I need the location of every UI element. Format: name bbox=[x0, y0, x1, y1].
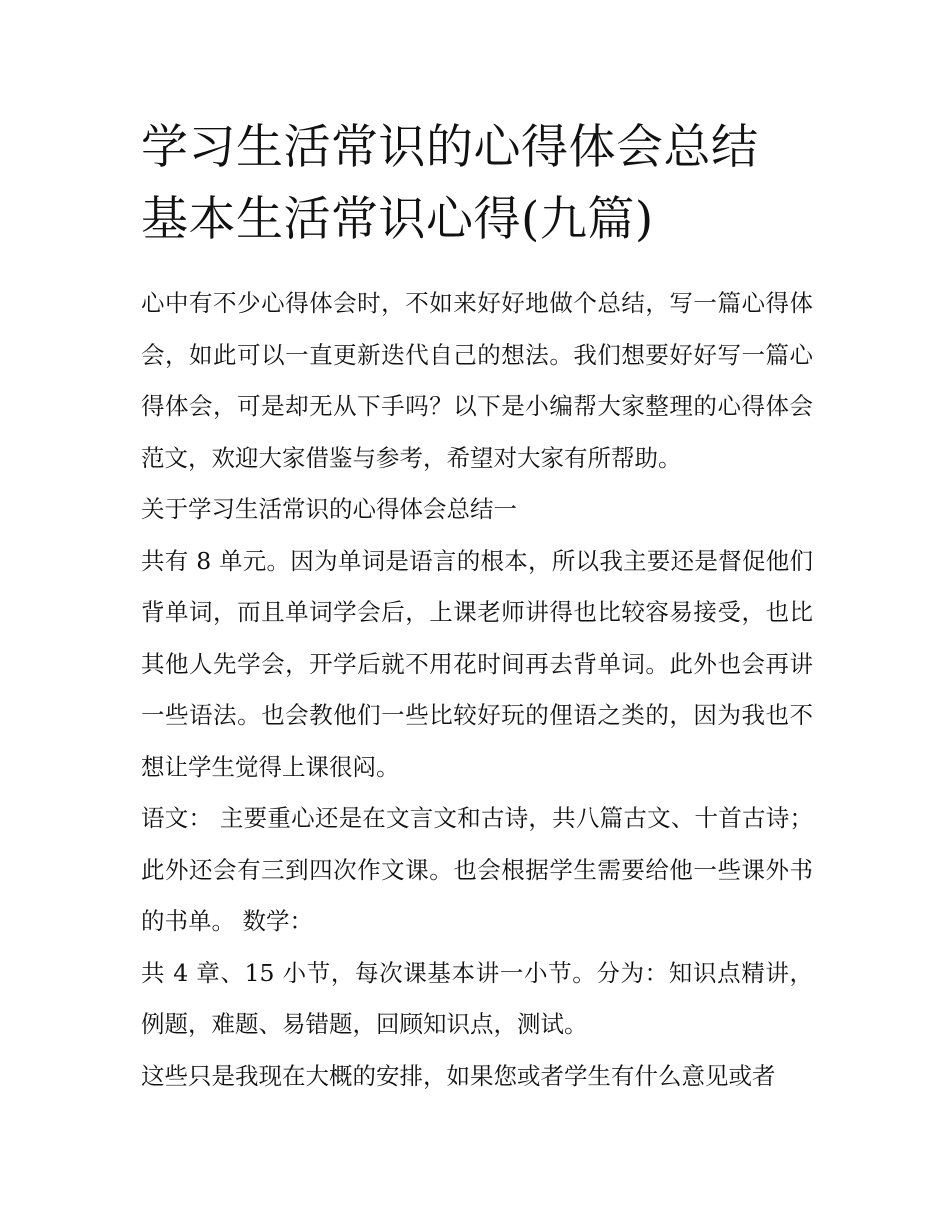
closing-paragraph: 这些只是我现在大概的安排，如果您或者学生有什么意见或者 bbox=[141, 1061, 776, 1090]
document-title bbox=[141, 112, 813, 256]
title-line-2: 基本生活常识心得(九篇) bbox=[141, 192, 654, 247]
title-line-1: 学习生活常识的心得体会总结 bbox=[141, 120, 759, 175]
math-paragraph: 共 4 章、15 小节，每次课基本讲一小节。分为：知识点精讲，例题，难题、易错题，回顾知识点，测试。 bbox=[141, 958, 813, 1038]
document-page bbox=[141, 112, 813, 1102]
intro-paragraph: 心中有不少心得体会时，不如来好好地做个总结，写一篇心得体会，如此可以一直更新迭代自己的想法。我们想要好好写一篇心得体会，可是却无从下手吗？以下是小编帮大家整理的心得体会范文，欢迎大家借鉴与参考，希望对大家有所帮助。 bbox=[141, 289, 813, 472]
chinese-paragraph: 语文： 主要重心还是在文言文和古诗，共八篇古文、十首古诗；此外还会有三到四次作文课。也会根据学生需要给他一些课外书的书单。 数学： bbox=[141, 804, 813, 935]
section-heading: 关于学习生活常识的心得体会总结一 bbox=[141, 495, 517, 523]
english-paragraph: 共有 8 单元。因为单词是语言的根本，所以我主要还是督促他们背单词，而且单词学会后，上课老师讲得也比较容易接受，也比其他人先学会，开学后就不用花时间再去背单词。此外也会再讲一些语法。也会教他们一些比较好玩的俚语之类的，因为我也不想让学生觉得上课很闷。 bbox=[141, 546, 813, 781]
